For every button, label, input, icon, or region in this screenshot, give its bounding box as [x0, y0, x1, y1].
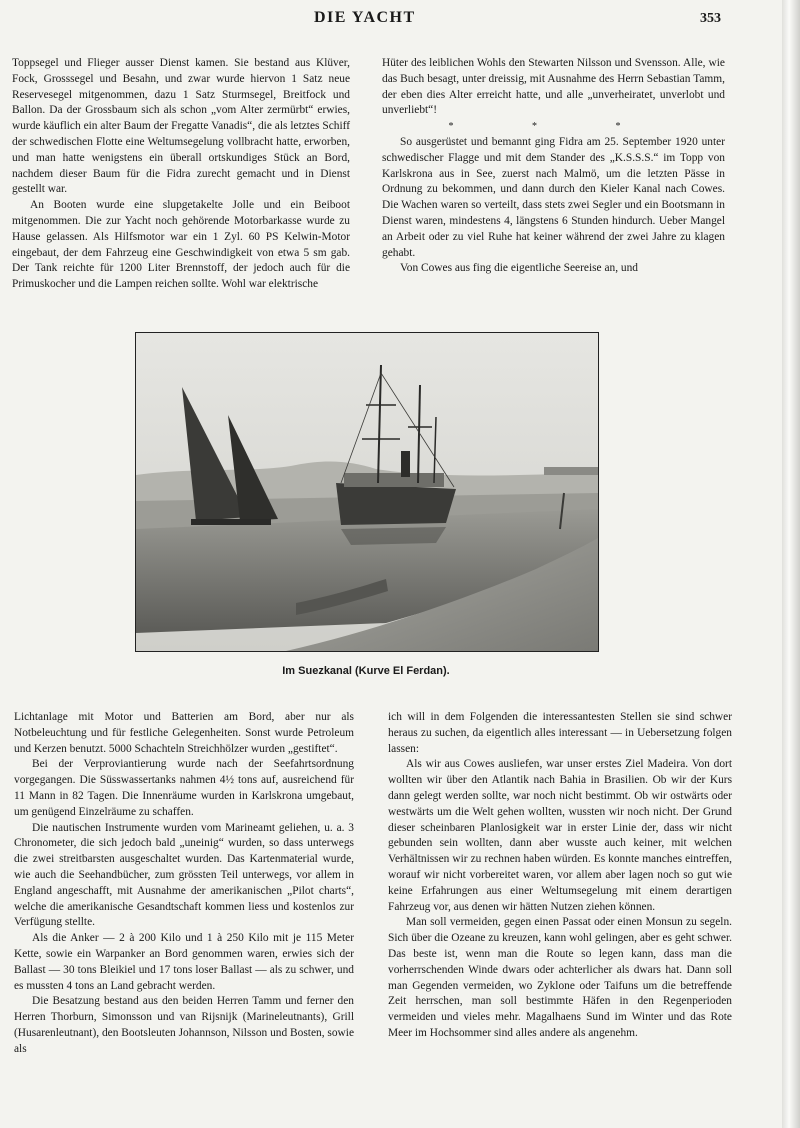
- column-top-left: [12, 56, 350, 293]
- page-number: 353: [700, 11, 721, 26]
- column-top-right: [382, 56, 725, 277]
- paragraph: Die nautischen Instrumente wurden vom Marineamt geliehen, u. a. 3 Chronometer, die sich jedoch bald „uneinig“ wurden, so dass unterwegs die zwei streitbarsten ausgeschaltet wurden. Das Kartenmaterial wurde, wie auch die Seehandbücher, zum grössten Teil unterwegs, vor allem in England angeschafft, mit Ausnahme der amerikanischen „Pilot charts“, welche die amerikanische Gesandtschaft kommen liess und kostenlos zur Verfügung stellte.: [14, 821, 354, 929]
- figure-caption: Im Suezkanal (Kurve El Ferdan).: [282, 665, 450, 677]
- paragraph: Toppsegel und Flieger ausser Dienst kamen. Sie bestand aus Klüver, Fock, Grosssegel und Besahn, und zwar wurde hiervon 1 Satz neue Reservesegel mitgenommen, dazu 1 Satz Sturmsegel, Breitfock und Ballon. Da der Grossbaum sich als schon „vom Alter zermürbt“ erwies, wurde käuflich ein alter Baum der Fregatte Vanadis“, die als letztes Schiff der schwedischen Flotte eine Weltumsegelung vollbracht hatte, erworben, und man hatte wenigstens ein überall ortskundiges Stück an Bord, nachdem dieser Baum für die Fidra zurecht gemacht und in Dienst gestellt war.: [12, 57, 350, 196]
- column-bottom-right: [388, 710, 732, 1042]
- section-divider-stars: * * *: [448, 121, 659, 133]
- paragraph: Man soll vermeiden, gegen einen Passat oder einen Monsun zu segeln. Sich über die Ozeane zu kreuzen, kann wohl gelingen, aber es geht schwer. Das beste ist, wenn man die Route so legen kann, dass man die vorherrschenden Winde dwars oder achterlicher als dwars hat. Dann soll man Gegenden vermeiden, wo Zyklone oder Taifuns um die betreffende Zeit herrschen, man soll bestimmte Häfen in den Regenperioden vermeiden und vieles mehr. Magalhaens Sund im Winter und das Rote Meer im Hochsommer sind alles andere als angenehm.: [388, 916, 732, 1039]
- paragraph: Als die Anker — 2 à 200 Kilo und 1 à 250 Kilo mit je 115 Meter Kette, sowie ein Warpanker an Bord genommen waren, erwies sich der Ballast — 30 tons Bleikiel und 17 tons loser Ballast — als zu schwer, und es mussten 4 tons an Land gebracht werden.: [14, 932, 354, 992]
- paragraph: Von Cowes aus fing die eigentliche Seereise an, und: [400, 262, 638, 275]
- paragraph: Lichtanlage mit Motor und Batterien am Bord, aber nur als Notbeleuchtung und für festliche Gelegenheiten. Sonst wurde Petroleum und Kerzen benutzt. 5000 Schachteln Streichhölzer wurden „gestiftet“.: [14, 711, 354, 755]
- paragraph: Als wir aus Cowes ausliefen, war unser erstes Ziel Madeira. Von dort wollten wir über den Atlantik nach Bahia in Brasilien. Ob wir der Kurs dann gelegt werden sollte, war noch nicht bestimmt. Ob wir ostwärts oder westwärts um die Welt gehen wollten, wussten wir noch nicht. Der Grund dieser scheinbaren Planlosigkeit war in erster Linie der, dass wir nicht gebunden sein wollten, dann aber wusste auch keiner, mit welchen Verhältnissen wir zu rechnen haben würden. Es konnte manches eintreffen, worauf wir nicht vorbereitet waren, vor allem aber lagen noch so gut wie keine Erfahrungen aus einer Weltumsegelung mit einem derartigen Fahrzeug vor, aus denen wir hätten Nutzen ziehen können.: [388, 758, 732, 913]
- paragraph: An Booten wurde eine slupgetakelte Jolle und ein Beiboot mitgenommen. Die zur Yacht noch gehörende Motorbarkasse wurde zu Hause gelassen. Als Hilfsmotor war ein 1 Zyl. 60 PS Kelwin-Motor eingebaut, der dem Fahrzeug eine Geschwindigkeit von etwa 5 sm gab. Der Tank reichte für 1200 Liter Brennstoff, der jedoch auch für die Primuskocher und die Lampen reichen sollte. Wohl war elektrische: [12, 199, 350, 291]
- paragraph: Die Besatzung bestand aus den beiden Herren Tamm und ferner den Herren Thorburn, Simonsson und van Rijsnijk (Marineleutnants), Grill (Husarenleutnant), den Bootsleuten Johannson, Nilsson und Bosten, sowie als: [14, 995, 354, 1055]
- column-bottom-left: [14, 710, 354, 1058]
- paragraph: Bei der Verproviantierung wurde nach der Seefahrtsordnung vorgegangen. Die Süsswassertanks nahmen 4½ tons auf, ausreichend für 11 Mann in 82 Tagen. Die Innenräume wurden in Karlskrona umgebaut, um genügend Einzelräume zu schaffen.: [14, 758, 354, 818]
- photograph-suez-canal: [135, 332, 599, 652]
- paragraph: So ausgerüstet und bemannt ging Fidra am 25. September 1920 unter schwedischer Flagge und mit dem Stander des „K.S.S.S.“ im Topp von Karlskrona aus in See, zuerst nach Malmö, um die letzten Pässe in Ordnung zu bekommen, und dann durch den Kieler Kanal nach Cowes. Die Wachen waren so verteilt, dass stets zwei Segler und ein Bootsmann in Dienst waren, mindestens 4, längstens 6 Stunden hindurch. Ueber Mangel an Arbeit oder zu viel Ruhe hat keiner während der zwei Jahre zu klagen gehabt.: [382, 135, 725, 259]
- paragraph: Hüter des leiblichen Wohls den Stewarten Nilsson und Svensson. Alle, wie das Buch besagt, unter dreissig, mit Ausnahme des Herrn Sebastian Tamm, der eben dies Alter erreicht hatte, und alle „unverheiratet, unverlobt und unverliebt“!: [382, 57, 725, 117]
- paragraph: ich will in dem Folgenden die interessantesten Stellen sie sind schwer heraus zu suchen, da eigentlich alles interessant — in Uebersetzung folgen lassen:: [388, 711, 732, 755]
- page-edge-shadow: [782, 0, 800, 1128]
- photo-illustration: [136, 333, 598, 651]
- running-header: DIE YACHT: [314, 9, 416, 26]
